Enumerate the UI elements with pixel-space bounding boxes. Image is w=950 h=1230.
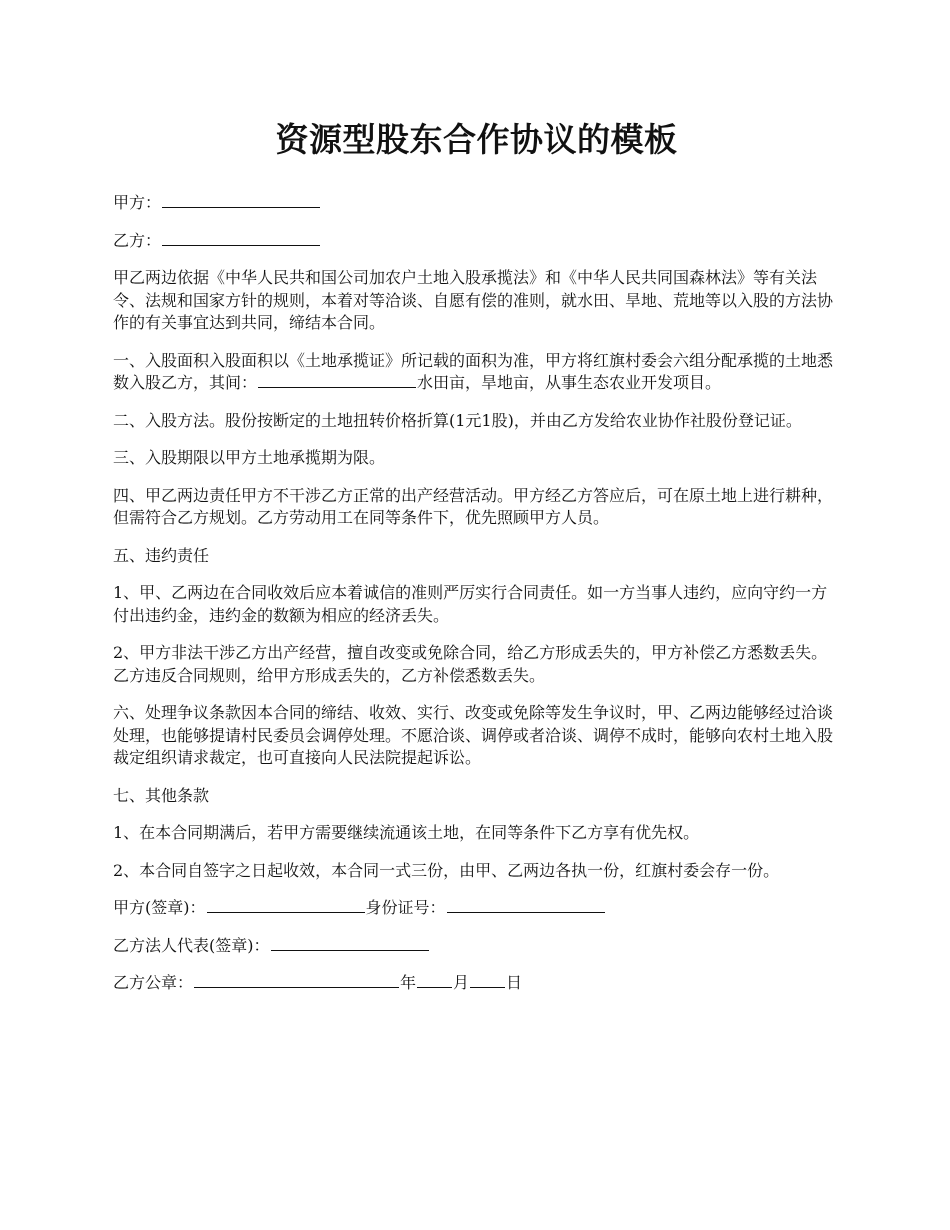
sign-b-rep-blank[interactable]: [271, 935, 429, 951]
id-number-blank[interactable]: [447, 897, 605, 913]
seal-b-label: 乙方公章：: [113, 973, 194, 992]
month-blank[interactable]: [417, 972, 452, 988]
seal-b-blank[interactable]: [194, 972, 399, 988]
clause-1-text-before: 一、入股面积入股面积以《土地承揽证》所记载的面积为准，甲方将红旗村委会六组分配承揽的土地悉数入股乙方，其间：: [113, 350, 834, 392]
clause-7-item-1: 1、在本合同期满后，若甲方需要继续流通该土地，在同等条件下乙方享有优先权。: [113, 823, 700, 842]
sign-b-rep-label: 乙方法人代表(签章)：: [113, 935, 270, 955]
id-number-label: 身份证号：: [365, 898, 446, 917]
intro-paragraph: 甲乙两边依据《中华人民共和国公司加农户土地入股承揽法》和《中华人民共同国森林法》等有关法令、法规和国家方针的规则，本着对等洽谈、自愿有偿的准则，就水田、旱地、荒地等以入股的方法协作的有关事宜达到共同，缔结本合同。: [113, 268, 834, 332]
party-b-blank[interactable]: [162, 230, 320, 246]
clause-5-heading: 五、违约责任: [113, 545, 210, 565]
day-blank[interactable]: [470, 972, 505, 988]
sign-a-label: 甲方(签章)：: [113, 898, 206, 917]
clause-1-text-after: 水田亩，旱地亩，从事生态农业开发项目。: [417, 373, 722, 392]
document-title: 资源型股东合作协议的模板: [275, 120, 678, 159]
seal-party-b-line: [113, 972, 840, 995]
clause-4: 四、甲乙两边责任甲方不干涉乙方正常的出产经营活动。甲方经乙方答应后，可在原土地上进行耕种，但需符合乙方规划。乙方劳动用工在同等条件下，优先照顾甲方人员。: [113, 485, 834, 527]
party-a-line: [113, 192, 840, 215]
clause-3: 三、入股期限以甲方土地承揽期为限。: [113, 448, 386, 467]
signature-party-b-rep-line: [113, 935, 840, 958]
party-a-label: 甲方：: [113, 193, 162, 212]
party-b-line: [113, 230, 840, 253]
clause-1-area-blank[interactable]: [258, 372, 416, 388]
party-a-blank[interactable]: [162, 192, 320, 208]
clause-5-item-2: 2、甲方非法干涉乙方出产经营，擅自改变或免除合同，给乙方形成丢失的，甲方补偿乙方悉数丢失。乙方违反合同规则，给甲方形成丢失的，乙方补偿悉数丢失。: [113, 643, 828, 685]
month-label: 月: [453, 973, 470, 992]
signature-party-a-line: [113, 897, 840, 920]
sign-a-blank[interactable]: [207, 897, 365, 913]
clause-1: [113, 350, 840, 395]
clause-5-item-1: 1、甲、乙两边在合同收效后应本着诚信的准则严厉实行合同责任。如一方当事人违约，应向守约一方付出违约金，违约金的数额为相应的经济丢失。: [113, 583, 828, 625]
party-b-label: 乙方：: [113, 230, 162, 250]
year-label: 年: [400, 973, 417, 992]
clause-6: 六、处理争议条款因本合同的缔结、收效、实行、改变或免除等发生争议时，甲、乙两边能够经过洽谈处理，也能够提请村民委员会调停处理。不愿洽谈、调停或者洽谈、调停不成时，能够向农村土地入股裁定组织请求裁定，也可直接向人民法院提起诉讼。: [113, 703, 834, 767]
clause-7-item-2: 2、本合同自签字之日起收效，本合同一式三份，由甲、乙两边各执一份，红旗村委会存一份。: [113, 860, 780, 880]
clause-2: 二、入股方法。股份按断定的土地扭转价格折算(1元1股)，并由乙方发给农业协作社股份登记证。: [113, 410, 802, 430]
clause-7-heading: 七、其他条款: [113, 785, 210, 805]
day-label: 日: [506, 973, 523, 992]
